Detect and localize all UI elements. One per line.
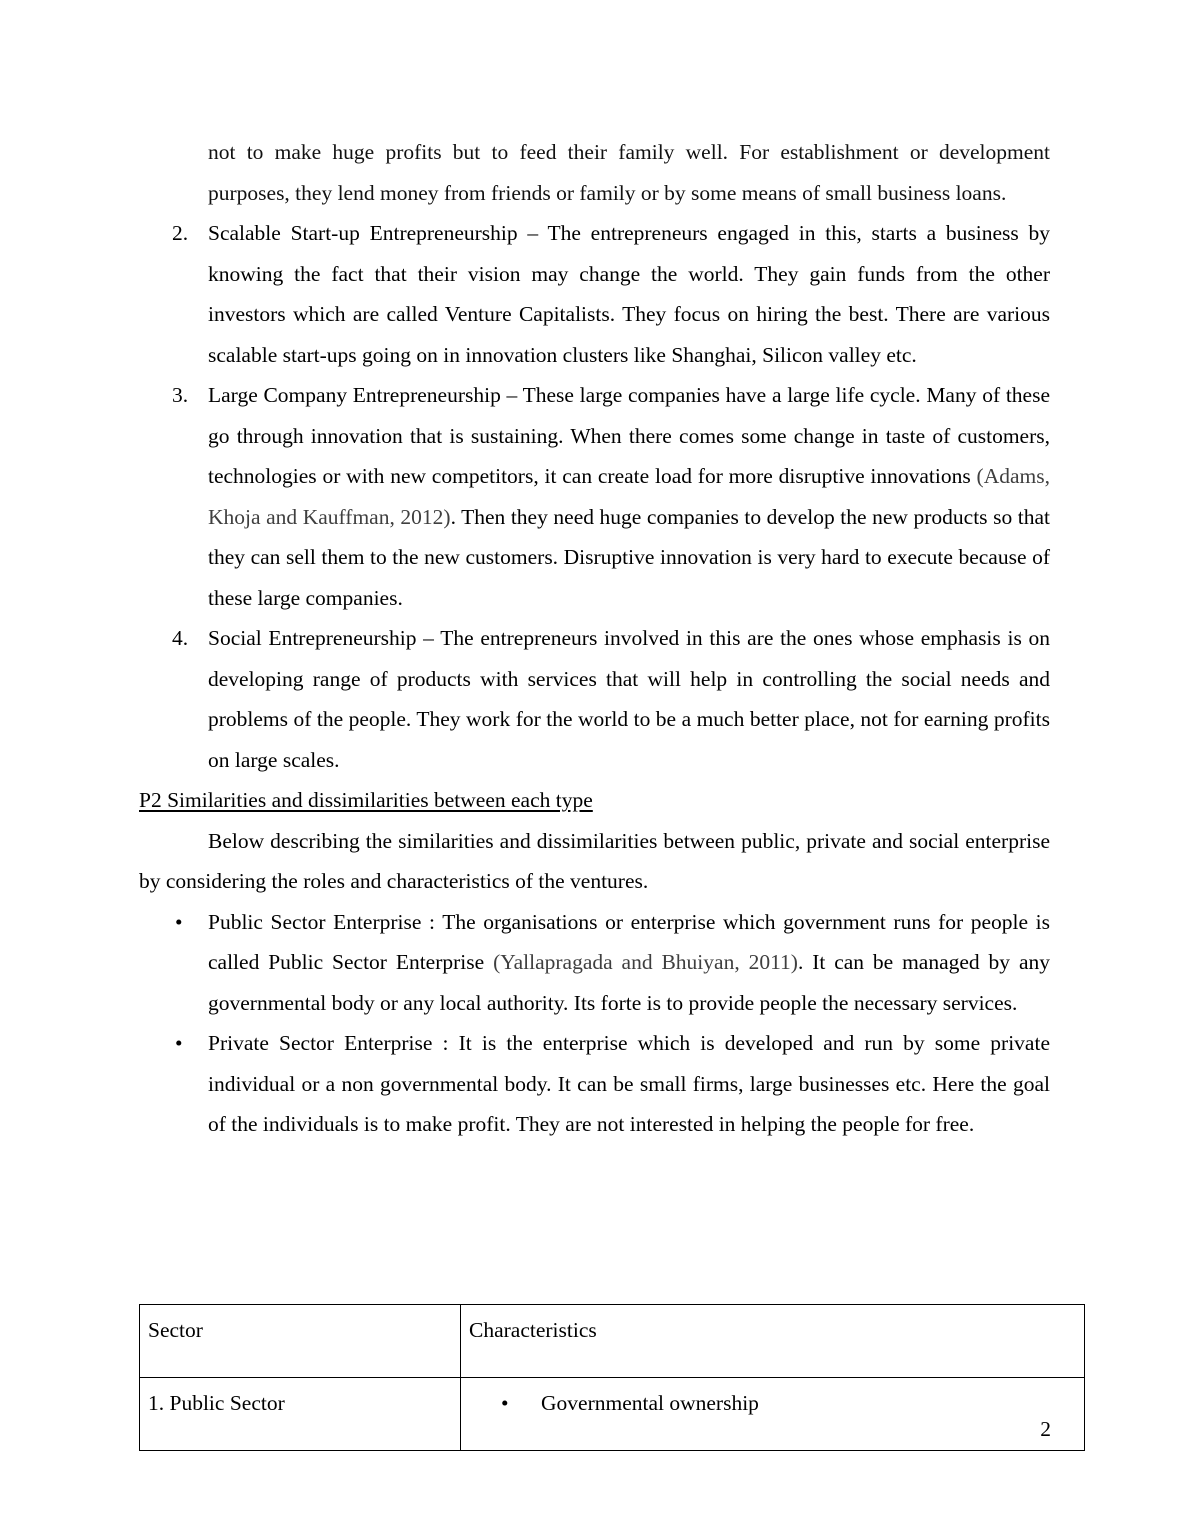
table-header-sector: Sector [140,1305,461,1378]
list-marker: 4. [172,626,189,650]
list-marker: 2. [172,221,189,245]
bullet-list-item-private-sector [139,1023,1050,1145]
page-number: 2 [1040,1417,1051,1441]
bullet-text: Private Sector Enterprise : It is the enterprise which is developed and run by some private individual or a non governmental body. It can be small firms, large businesses etc. Here the goal of the individuals is to make profit. They are not interested in helping the people for free. [208,1031,1050,1136]
intro-paragraph: Below describing the similarities and dissimilarities between public, private and social enterprise by considering the roles and characteristics of the ventures. [139,828,1050,893]
sector-characteristics-table [139,1304,1085,1451]
table-row [140,1378,1085,1451]
table-cell-sector: 1. Public Sector [140,1378,461,1451]
list-item-text-after-citation: . Then they need huge companies to develop the new products so that they can sell them to the new customers. Disruptive innovation is very hard to execute because of these large companies. [208,504,1051,610]
table-header-characteristics: Characteristics [461,1305,1085,1378]
section-heading [139,780,1050,821]
page-content [139,132,1050,1145]
continuation-paragraph: not to make huge profits but to feed their family well. For establishment or development purposes, they lend money from friends or family or by some means of small business loans. [208,140,1050,205]
numbered-list-item-2 [139,213,1050,375]
bullet-list-item-public-sector [139,902,1050,1024]
table-cell-characteristics [461,1378,1085,1451]
table-cell-bullet-wrapper [469,1388,1076,1418]
section-heading-text: P2 Similarities and dissimilarities between each type [139,788,593,812]
table-cell-bullet-text: Governmental ownership [541,1391,759,1415]
bullet-icon: • [175,909,183,934]
bullet-icon: • [175,1031,183,1055]
list-item-text: Social Entrepreneurship – The entrepreneurs involved in this are the ones whose emphasis is on developing range of products with services that will help in controlling the social needs and problems of the people. They work for the world to be a much better place, not for earning profits on large scales. [208,626,1050,772]
table-header-row [140,1305,1085,1378]
list-marker: 3. [172,383,189,407]
numbered-list-item-4 [139,618,1050,780]
bullet-text-after-citation: . It can be managed by any governmental body or any local authority. Its forte is to provide people the necessary services. [208,950,1050,1015]
citation-adams-khoja-kauffman: (Adams, Khoja and Kauffman, 2012) [208,464,1050,529]
list-item-text-before-citation: Large Company Entrepreneurship – These large companies have a large life cycle. Many of these go through innovation that is sustaining. When there comes some change in taste of customers, technologies or with new competitors, it can create load for more disruptive innovations [208,383,1050,488]
citation-yallapragada-bhuiyan: (Yallapragada and Bhuiyan, 2011) [493,950,798,974]
bullet-text-before-citation: Public Sector Enterprise : The organisations or enterprise which government runs for people is called Public Sector Enterprise [208,909,1050,974]
bullet-icon: • [501,1391,509,1415]
list-item-text: Scalable Start-up Entrepreneurship – The entrepreneurs engaged in this, starts a business by knowing the fact that their vision may change the world. They gain funds from the other investors which are called Venture Capitalists. They focus on hiring the best. There are various scalable start-ups going on in innovation clusters like Shanghai, Silicon valley etc. [208,221,1050,367]
numbered-list-item-3 [139,375,1050,618]
